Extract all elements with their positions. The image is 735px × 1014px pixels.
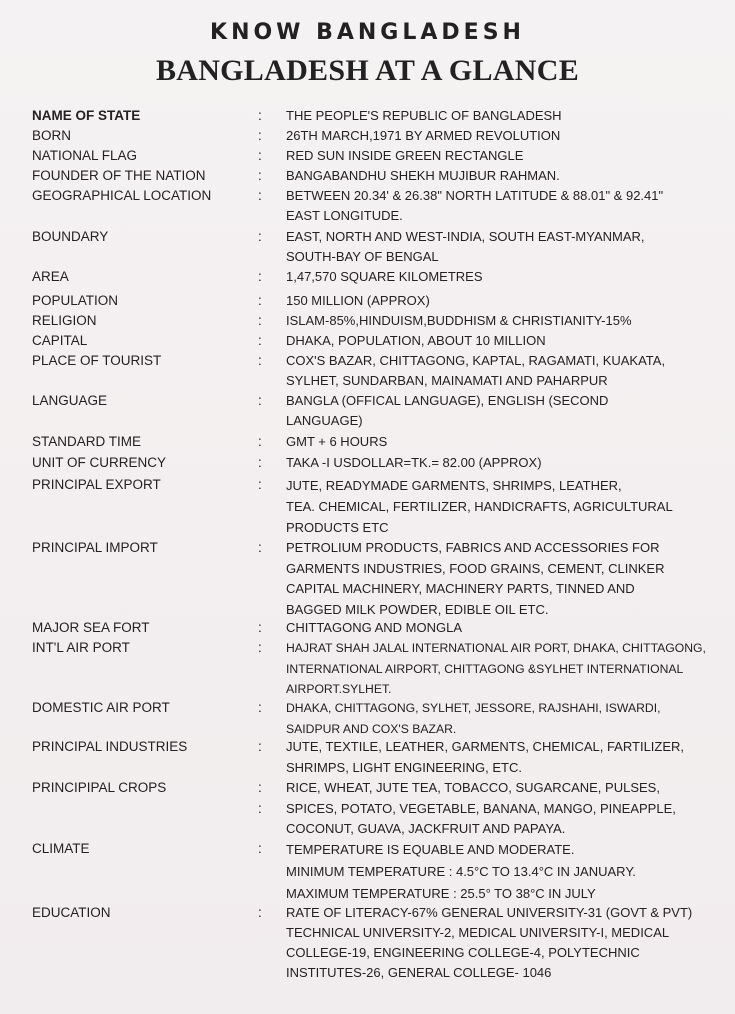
fact-separator: : (258, 333, 262, 348)
fact-label: CLIMATE (32, 841, 90, 856)
fact-separator: : (258, 905, 262, 920)
fact-separator: : (258, 800, 262, 816)
fact-value-line: MINIMUM TEMPERATURE : 4.5°C TO 13.4°C IN JANUARY. (286, 864, 636, 879)
fact-value-line: RICE, WHEAT, JUTE TEA, TOBACCO, SUGARCANE, PULSES, (286, 780, 660, 795)
fact-label: GEOGRAPHICAL LOCATION (32, 188, 212, 203)
fact-separator: : (258, 700, 262, 715)
fact-label: CAPITAL (32, 333, 88, 348)
fact-value-line: INTERNATIONAL AIRPORT, CHITTAGONG &SYLHET INTERNATIONAL (286, 661, 684, 676)
fact-label: INT'L AIR PORT (32, 640, 130, 655)
fact-value (286, 146, 711, 166)
fact-value-line: BAGGED MILK POWDER, EDIBLE OIL ETC. (286, 601, 549, 617)
fact-label: NAME OF STATE (32, 108, 141, 123)
fact-value-line: AIRPORT.SYLHET. (286, 682, 392, 696)
fact-value-line: COLLEGE-19, ENGINEERING COLLEGE-4, POLYTECHNIC (286, 945, 640, 960)
fact-value-line: BANGLA (OFFICAL LANGUAGE), ENGLISH (SECOND (286, 393, 609, 408)
fact-value (286, 778, 711, 840)
fact-label: NATIONAL FLAG (32, 148, 138, 163)
fact-value (286, 698, 711, 739)
fact-value (286, 331, 711, 351)
fact-separator: : (258, 293, 262, 308)
fact-separator: : (258, 620, 262, 635)
fact-label: FOUNDER OF THE NATION (32, 168, 206, 183)
fact-value (286, 166, 711, 186)
fact-value (286, 903, 711, 983)
fact-separator: : (258, 540, 262, 555)
fact-separator: : (258, 455, 262, 470)
fact-separator: : (258, 780, 262, 795)
fact-separator: : (258, 434, 262, 449)
fact-value-line: PRODUCTS ETC (286, 520, 389, 535)
fact-separator: : (258, 128, 262, 143)
fact-label: PRINCIPIPAL CROPS (32, 780, 167, 795)
fact-value-line: BANGABANDHU SHEKH MUJIBUR RAHMAN. (286, 168, 560, 183)
fact-value-line: SOUTH-BAY OF BENGAL (286, 248, 439, 264)
fact-value (286, 391, 711, 430)
fact-separator: : (258, 841, 262, 856)
fact-value-line: COCONUT, GUAVA, JACKFRUIT AND PAPAYA. (286, 821, 566, 836)
fact-label: BOUNDARY (32, 229, 109, 244)
fact-value-line: LANGUAGE) (286, 412, 363, 428)
fact-label: PRINCIPAL EXPORT (32, 477, 161, 492)
fact-value-line: TEA. CHEMICAL, FERTILIZER, HANDICRAFTS, AGRICULTURAL (286, 499, 673, 514)
fact-value (286, 618, 711, 638)
fact-value (286, 311, 711, 331)
fact-value (286, 267, 711, 287)
fact-separator: : (258, 188, 262, 203)
fact-label: PRINCIPAL IMPORT (32, 540, 158, 555)
fact-value (286, 351, 711, 390)
fact-separator: : (258, 229, 262, 244)
fact-value (286, 106, 711, 126)
fact-separator: : (258, 739, 262, 754)
fact-value-line: 26TH MARCH,1971 BY ARMED REVOLUTION (286, 128, 561, 143)
fact-value-line: HAJRAT SHAH JALAL INTERNATIONAL AIR PORT, DHAKA, CHITTAGONG, (286, 641, 706, 655)
fact-label: STANDARD TIME (32, 434, 142, 449)
fact-separator: : (258, 393, 262, 408)
fact-value-line: THE PEOPLE'S REPUBLIC OF BANGLADESH (286, 108, 562, 123)
fact-separator: : (258, 477, 262, 492)
fact-value-line: TECHNICAL UNIVERSITY-2, MEDICAL UNIVERSITY-I, MEDICAL (286, 925, 670, 940)
fact-label: POPULATION (32, 293, 119, 308)
fact-value-line: SYLHET, SUNDARBAN, MAINAMATI AND PAHARPUR (286, 372, 608, 388)
fact-value-line: DHAKA, CHITTAGONG, SYLHET, JESSORE, RAJSHAHI, ISWARDI, (286, 701, 661, 715)
fact-value-line: DHAKA, POPULATION, ABOUT 10 MILLION (286, 333, 546, 348)
fact-separator: : (258, 353, 262, 368)
page-title: BANGLADESH AT A GLANCE (155, 54, 580, 87)
fact-value-line: SPICES, POTATO, VEGETABLE, BANANA, MANGO, PINEAPPLE, (286, 800, 676, 816)
fact-label: MAJOR SEA FORT (32, 620, 150, 635)
fact-value-line: SAIDPUR AND COX'S BAZAR. (286, 721, 457, 736)
fact-value-line: JUTE, READYMADE GARMENTS, SHRIMPS, LEATHER, (286, 478, 622, 493)
fact-value-line: BETWEEN 20.34' & 26.38" NORTH LATITUDE & 88.01" & 92.41" (286, 188, 664, 203)
fact-value (286, 638, 711, 700)
fact-label: UNIT OF CURRENCY (32, 455, 167, 470)
fact-value (286, 291, 711, 311)
fact-value-line: SHRIMPS, LIGHT ENGINEERING, ETC. (286, 759, 522, 775)
fact-label: BORN (32, 128, 72, 143)
fact-value (286, 227, 711, 266)
fact-label: RELIGION (32, 313, 97, 328)
fact-value-line: RATE OF LITERACY-67% GENERAL UNIVERSITY-31 (GOVT & PVT) (286, 905, 693, 920)
fact-value-line: MAXIMUM TEMPERATURE : 25.5° TO 38°C IN JULY (286, 886, 596, 901)
fact-value-line: 150 MILLION (APPROX) (286, 293, 430, 308)
fact-value-line: EAST, NORTH AND WEST-INDIA, SOUTH EAST-MYANMAR, (286, 229, 645, 244)
fact-value (286, 839, 711, 905)
fact-separator: : (258, 313, 262, 328)
fact-value (286, 453, 711, 473)
fact-separator: : (258, 640, 262, 655)
fact-value-line: CAPITAL MACHINERY, MACHINERY PARTS, TINNED AND (286, 581, 635, 596)
fact-value-line: JUTE, TEXTILE, LEATHER, GARMENTS, CHEMICAL, FARTILIZER, (286, 739, 685, 754)
fact-value-line: PETROLIUM PRODUCTS, FABRICS AND ACCESSORIES FOR (286, 540, 660, 555)
fact-value-line: COX'S BAZAR, CHITTAGONG, KAPTAL, RAGAMATI, KUAKATA, (286, 353, 666, 368)
fact-label: DOMESTIC AIR PORT (32, 700, 170, 715)
page-subtitle: KNOW BANGLADESH (210, 20, 525, 45)
fact-label: PRINCIPAL INDUSTRIES (32, 739, 188, 754)
fact-value (286, 737, 711, 778)
fact-value (286, 126, 711, 146)
fact-value (286, 475, 711, 538)
fact-value-line: TEMPERATURE IS EQUABLE AND MODERATE. (286, 842, 575, 857)
fact-value-line: INSTITUTES-26, GENERAL COLLEGE- 1046 (286, 965, 552, 980)
fact-label: PLACE OF TOURIST (32, 353, 162, 368)
fact-value-line: RED SUN INSIDE GREEN RECTANGLE (286, 148, 524, 163)
fact-value (286, 186, 711, 225)
fact-separator: : (258, 108, 262, 123)
fact-value (286, 538, 711, 620)
fact-label: AREA (32, 269, 69, 284)
fact-separator: : (258, 269, 262, 284)
fact-value-line: EAST LONGITUDE. (286, 207, 403, 223)
fact-separator: : (258, 148, 262, 163)
fact-value-line: GARMENTS INDUSTRIES, FOOD GRAINS, CEMENT, CLINKER (286, 560, 665, 576)
fact-separator: : (258, 168, 262, 183)
fact-value-line: GMT + 6 HOURS (286, 434, 388, 449)
fact-label: LANGUAGE (32, 393, 108, 408)
fact-value-line: ISLAM-85%,HINDUISM,BUDDHISM & CHRISTIANITY-15% (286, 313, 632, 328)
fact-value-line: TAKA -I USDOLLAR=TK.= 82.00 (APPROX) (286, 455, 542, 470)
fact-label: EDUCATION (32, 905, 111, 920)
fact-value-line: CHITTAGONG AND MONGLA (286, 620, 462, 635)
fact-value (286, 432, 711, 452)
fact-value-line: 1,47,570 SQUARE KILOMETRES (286, 269, 483, 284)
